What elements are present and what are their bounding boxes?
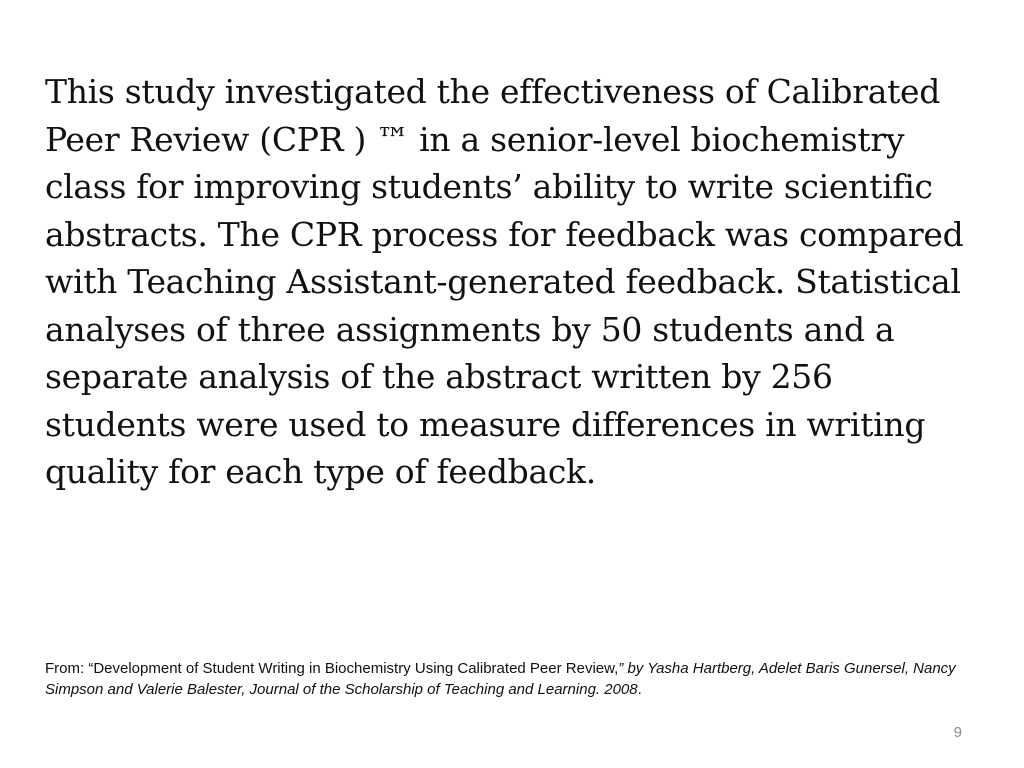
page-number: 9 [953,724,962,741]
citation-suffix: . [637,681,642,698]
citation-prefix: From: “Development of Student Writing in Biochemistry Using Calibrated Peer Review, [45,660,619,677]
citation [45,658,980,700]
citation-authors-journal: ” by Yasha Hartberg, Adelet Baris Gunersel, Nancy Simpson and Valerie Balester, Journal of the Scholarship of Teaching and Learning. 2008 [45,660,956,698]
abstract-paragraph: This study investigated the effectiveness of Calibrated Peer Review (CPR ) ™ in a senior-level biochemistry class for improving students’ ability to write scientific abstracts. The CPR process for feedback was compared with Teaching Assistant-generated feedback. Statistical analyses of three assignments by 50 students and a separate analysis of the abstract written by 256 students were used to measure differences in writing quality for each type of feedback. [45,72,964,491]
